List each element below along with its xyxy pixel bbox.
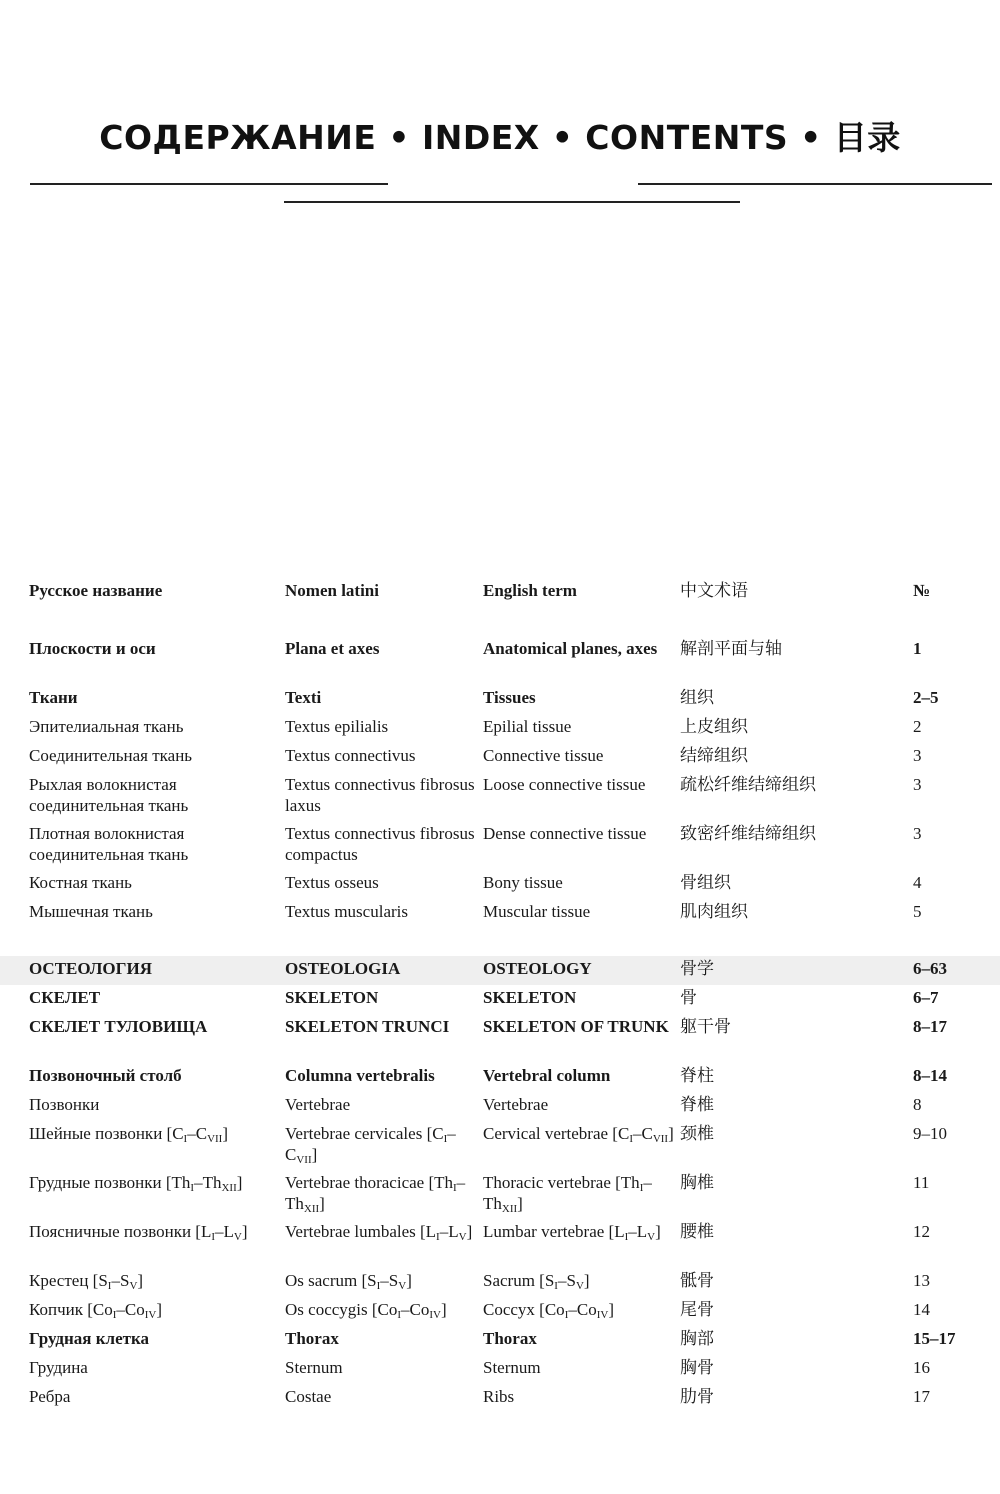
cell-no: 3 bbox=[913, 824, 922, 843]
cell-la: Vertebrae lumbales $[L_I-L_V]$ bbox=[285, 1222, 473, 1243]
cell-no: 16 bbox=[913, 1358, 930, 1377]
cell-no: 17 bbox=[913, 1387, 930, 1406]
header-en: English term bbox=[483, 581, 577, 600]
cell-la: Sternum bbox=[285, 1358, 343, 1377]
cell-zh: 胸椎 bbox=[680, 1173, 714, 1193]
cell-zh: 颈椎 bbox=[680, 1124, 714, 1144]
table-row bbox=[0, 743, 1000, 772]
cell-zh: 疏松纤维结缔组织 bbox=[680, 775, 816, 795]
cell-no: 15–17 bbox=[913, 1329, 956, 1348]
cell-ru: Рыхлая волокнистая соединительная ткань bbox=[29, 775, 189, 815]
cell-en: Vertebral column bbox=[483, 1066, 611, 1085]
cell-la: Plana et axes bbox=[285, 639, 380, 658]
cell-en: Cervical vertebrae $[C_I-C_{VII}]$ bbox=[483, 1124, 674, 1145]
cell-ru: Мышечная ткань bbox=[29, 902, 153, 921]
table-row bbox=[0, 1092, 1000, 1121]
cell-ru: Эпителиальная ткань bbox=[29, 717, 184, 736]
table-row bbox=[0, 1170, 1000, 1219]
cell-no: 11 bbox=[913, 1173, 930, 1192]
cell-en: Lumbar vertebrae $[L_I-L_V]$ bbox=[483, 1222, 661, 1243]
cell-en: Muscular tissue bbox=[483, 902, 591, 921]
cell-la: Textus muscularis bbox=[285, 902, 408, 921]
cell-en: Coccyx $[Co_I-Co_{IV}]$ bbox=[483, 1300, 614, 1321]
table-row bbox=[0, 899, 1000, 928]
cell-zh: 致密纤维结缔组织 bbox=[680, 824, 816, 844]
cell-no: 14 bbox=[913, 1300, 930, 1319]
cell-no: 8 bbox=[913, 1095, 922, 1114]
table-row bbox=[0, 1355, 1000, 1384]
table-row bbox=[0, 985, 1000, 1014]
cell-zh: 胸部 bbox=[680, 1329, 714, 1349]
cell-en: Ribs bbox=[483, 1387, 515, 1406]
cell-zh: 上皮组织 bbox=[680, 717, 748, 737]
header-la: Nomen latini bbox=[285, 581, 379, 600]
cell-la: Costae bbox=[285, 1387, 332, 1406]
cell-no: 9–10 bbox=[913, 1124, 947, 1143]
cell-la: Texti bbox=[285, 688, 322, 707]
table-row bbox=[0, 772, 1000, 821]
table-row bbox=[0, 956, 1000, 985]
cell-en: Dense connective tissue bbox=[483, 824, 647, 843]
title-rule-right bbox=[638, 183, 992, 185]
cell-no: 12 bbox=[913, 1222, 930, 1241]
cell-en: Vertebrae bbox=[483, 1095, 549, 1114]
cell-en: OSTEOLOGY bbox=[483, 959, 592, 978]
cell-zh: 组织 bbox=[680, 688, 714, 708]
cell-no: 3 bbox=[913, 775, 922, 794]
cell-zh: 胸骨 bbox=[680, 1358, 714, 1378]
cell-la: Os coccygis $[Co_I-Co_{IV}]$ bbox=[285, 1300, 447, 1321]
cell-zh: 结缔组织 bbox=[680, 746, 748, 766]
cell-ru: Поясничные позвонки $[L_I-L_V]$ bbox=[29, 1222, 248, 1243]
table-row bbox=[0, 870, 1000, 899]
cell-ru: Плотная волокнистая соединительная ткань bbox=[29, 824, 189, 864]
table-row bbox=[0, 1063, 1000, 1092]
cell-no: 4 bbox=[913, 873, 922, 892]
table-row bbox=[0, 1121, 1000, 1170]
cell-zh: 骨 bbox=[680, 988, 697, 1008]
cell-la: Vertebrae bbox=[285, 1095, 351, 1114]
cell-la: Textus epilialis bbox=[285, 717, 389, 736]
table-row bbox=[0, 1384, 1000, 1413]
table-row bbox=[0, 821, 1000, 870]
cell-en: Thorax bbox=[483, 1329, 537, 1348]
cell-en: SKELETON OF TRUNK bbox=[483, 1017, 669, 1036]
cell-la: Os sacrum $[S_I-S_V]$ bbox=[285, 1271, 412, 1292]
cell-ru: Ткани bbox=[29, 688, 78, 707]
header-zh: 中文术语 bbox=[680, 581, 748, 601]
cell-en: Epilial tissue bbox=[483, 717, 572, 736]
cell-la: Vertebrae cervicales $[C_I-C_{VII}]$ bbox=[285, 1124, 456, 1166]
title-rule-center bbox=[284, 201, 740, 203]
page-title: СОДЕРЖАНИЕ • INDEX • CONTENTS • 目录 bbox=[99, 118, 901, 157]
cell-zh: 尾骨 bbox=[680, 1300, 714, 1320]
cell-zh: 骶骨 bbox=[680, 1271, 714, 1291]
cell-zh: 解剖平面与轴 bbox=[680, 639, 782, 659]
cell-en: Sacrum $[S_I-S_V]$ bbox=[483, 1271, 590, 1292]
cell-la: OSTEOLOGIA bbox=[285, 959, 401, 978]
cell-zh: 脊柱 bbox=[680, 1066, 714, 1086]
cell-la: Thorax bbox=[285, 1329, 339, 1348]
cell-en: Bony tissue bbox=[483, 873, 563, 892]
cell-no: 8–14 bbox=[913, 1066, 947, 1085]
cell-en: Thoracic vertebrae $[Th_I-Th_{XII}]$ bbox=[483, 1173, 652, 1215]
cell-la: Columna vertebralis bbox=[285, 1066, 435, 1085]
cell-zh: 脊椎 bbox=[680, 1095, 714, 1115]
cell-la: Textus connectivus bbox=[285, 746, 416, 765]
cell-no: 3 bbox=[913, 746, 922, 765]
cell-ru: Крестец $[S_I-S_V]$ bbox=[29, 1271, 144, 1292]
cell-ru: Позвоночный столб bbox=[29, 1066, 182, 1085]
cell-ru: Соединительная ткань bbox=[29, 746, 193, 765]
header-row bbox=[0, 578, 1000, 622]
cell-en: Loose connective tissue bbox=[483, 775, 646, 794]
cell-ru: Копчик $[Co_I-Co_{IV}]$ bbox=[29, 1300, 163, 1321]
table-row bbox=[0, 714, 1000, 743]
cell-la: Textus osseus bbox=[285, 873, 379, 892]
cell-ru: СКЕЛЕТ bbox=[29, 988, 101, 1007]
cell-no: 2 bbox=[913, 717, 922, 736]
cell-la: Vertebrae thoracicae $[Th_I-Th_{XII}]$ bbox=[285, 1173, 466, 1215]
cell-ru: Грудина bbox=[29, 1358, 88, 1377]
cell-zh: 骨学 bbox=[680, 959, 714, 979]
cell-no: 1 bbox=[913, 639, 922, 658]
cell-la: SKELETON bbox=[285, 988, 379, 1007]
table-row bbox=[0, 1297, 1000, 1326]
cell-ru: Шейные позвонки $[C_I-C_{VII}]$ bbox=[29, 1124, 229, 1145]
cell-la: SKELETON TRUNCI bbox=[285, 1017, 450, 1036]
cell-ru: Позвонки bbox=[29, 1095, 100, 1114]
cell-ru: Грудная клетка bbox=[29, 1329, 150, 1348]
header-ru: Русское название bbox=[29, 581, 163, 600]
section-spacer bbox=[0, 928, 1000, 956]
table-row bbox=[0, 1219, 1000, 1268]
table-body bbox=[0, 636, 1000, 1413]
contents-table bbox=[0, 578, 1000, 1413]
cell-zh: 肌肉组织 bbox=[680, 902, 748, 922]
cell-en: Sternum bbox=[483, 1358, 541, 1377]
cell-en: SKELETON bbox=[483, 988, 577, 1007]
cell-no: 6–7 bbox=[913, 988, 939, 1007]
cell-la: Textus connectivus fibrosus laxus bbox=[285, 775, 475, 815]
table-row bbox=[0, 685, 1000, 714]
cell-ru: Плоскости и оси bbox=[29, 639, 156, 658]
cell-zh: 肋骨 bbox=[680, 1387, 714, 1407]
table-row bbox=[0, 1268, 1000, 1297]
title-rule-left bbox=[30, 183, 388, 185]
cell-ru: ОСТЕОЛОГИЯ bbox=[29, 959, 152, 978]
cell-zh: 躯干骨 bbox=[680, 1017, 731, 1037]
header-no: № bbox=[913, 581, 931, 600]
header-spacer bbox=[0, 622, 1000, 636]
cell-ru: Костная ткань bbox=[29, 873, 132, 892]
cell-no: 6–63 bbox=[913, 959, 947, 978]
cell-zh: 骨组织 bbox=[680, 873, 731, 893]
table-row bbox=[0, 1014, 1000, 1063]
cell-en: Tissues bbox=[483, 688, 536, 707]
table-row bbox=[0, 1326, 1000, 1355]
cell-no: 13 bbox=[913, 1271, 930, 1290]
cell-ru: Ребра bbox=[29, 1387, 71, 1406]
cell-no: 2–5 bbox=[913, 688, 939, 707]
cell-ru: Грудные позвонки $[Th_I-Th_{XII}]$ bbox=[29, 1173, 243, 1194]
table-row bbox=[0, 636, 1000, 685]
cell-no: 5 bbox=[913, 902, 922, 921]
cell-en: Anatomical planes, axes bbox=[483, 639, 658, 658]
cell-zh: 腰椎 bbox=[680, 1222, 714, 1242]
cell-la: Textus connectivus fibrosus compactus bbox=[285, 824, 475, 864]
cell-ru: СКЕЛЕТ ТУЛОВИЩА bbox=[29, 1017, 208, 1036]
cell-no: 8–17 bbox=[913, 1017, 947, 1036]
cell-en: Connective tissue bbox=[483, 746, 604, 765]
